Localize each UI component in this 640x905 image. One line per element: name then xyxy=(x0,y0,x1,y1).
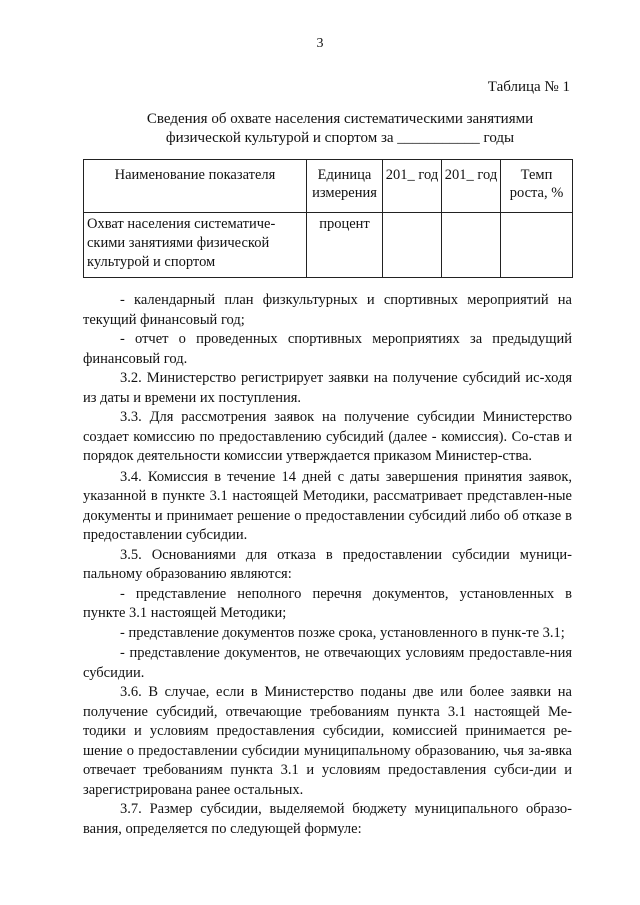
header-indicator-name: Наименование показателя xyxy=(84,160,307,213)
body-text xyxy=(83,291,572,839)
cell-year-1 xyxy=(383,213,442,278)
indicator-table xyxy=(83,159,573,278)
paragraph-incomplete-docs: - представление неполного перечня документов, установленных в пункте 3.1 настоящей Методики; xyxy=(83,585,572,621)
cell-unit: процент xyxy=(307,213,383,278)
cell-indicator-name: Охват населения систематиче-скими занятиями физической культурой и спортом xyxy=(84,213,307,278)
paragraph-late-docs: - представление документов позже срока, установленного в пунк-те 3.1; xyxy=(120,624,565,641)
paragraph-3-3: 3.3. Для рассмотрения заявок на получение субсидии Министерство создает комиссию по предоставлению субсидий (далее - комиссия). Со-став и порядок деятельности комиссии утверждается приказом Министер-ства. xyxy=(83,409,572,464)
table-caption-line-2: физической культурой и спортом за ___________ годы xyxy=(165,130,515,146)
paragraph-3-2: 3.2. Министерство регистрирует заявки на получение субсидий ис-ходя из даты и времени их поступления. xyxy=(83,370,572,406)
table-caption xyxy=(110,110,570,148)
header-growth-rate: Темп роста, % xyxy=(501,160,573,213)
header-year-2: 201_ год xyxy=(442,160,501,213)
cell-year-2 xyxy=(442,213,501,278)
paragraph-nonconforming-docs: - представление документов, не отвечающих условиям предоставле-ния субсидии. xyxy=(83,645,572,681)
paragraph-3-4: 3.4. Комиссия в течение 14 дней с даты завершения принятия заявок, указанной в пункте 3.1 настоящей Методики, рассматривает представлен-ные документы и принимает решение о предоставлении субсидий либо об отказе в предоставлении субсидии. xyxy=(83,468,572,543)
paragraph-calendar-plan: - календарный план физкультурных и спортивных мероприятий на текущий финансовый год; xyxy=(83,292,572,328)
paragraph-3-6: 3.6. В случае, если в Министерство поданы две или более заявки на получение субсидий, отвечающие требованиям пункта 3.1 настоящей Ме-тодики и условиям предоставления субсидии, комиссией принимается ре-шение о предоставлении субсидии муниципальному образованию, чья за-явка отвечает требованиям пункта 3.1 и условиям предоставления субси-дии и зарегистрирована ранее остальных. xyxy=(83,684,572,798)
page-number: 3 xyxy=(316,36,324,51)
header-year-1: 201_ год xyxy=(383,160,442,213)
table-caption-line-1: Сведения об охвате населения систематическими занятиями xyxy=(146,111,534,127)
paragraph-3-7: 3.7. Размер субсидии, выделяемой бюджету муниципального образо-вания, определяется по следующей формуле: xyxy=(83,801,572,837)
table-label: Таблица № 1 xyxy=(487,79,570,95)
table-row xyxy=(84,213,573,278)
cell-growth-rate xyxy=(501,213,573,278)
paragraph-3-5: 3.5. Основаниями для отказа в предоставлении субсидии муници-пальному образованию являются: xyxy=(83,546,572,582)
paragraph-sports-report: - отчет о проведенных спортивных мероприятиях за предыдущий финансовый год. xyxy=(83,331,572,367)
table-header-row xyxy=(84,160,573,213)
header-unit: Единица измерения xyxy=(307,160,383,213)
